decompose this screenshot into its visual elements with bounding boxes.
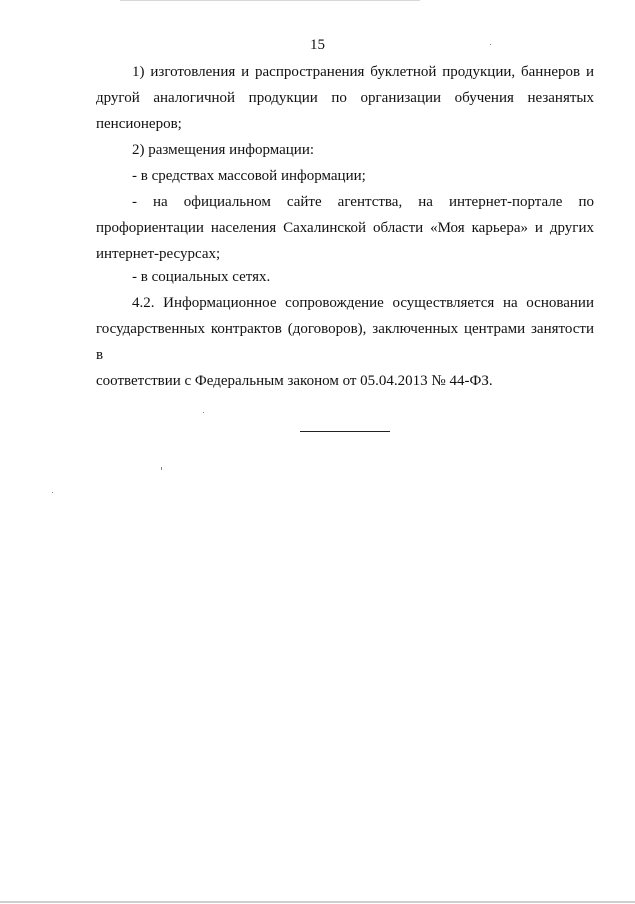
paragraph-line: 4.2. Информационное сопровождение осуществляется на основании [132,295,594,311]
paragraph-line: 1) изготовления и распространения буклетной продукции, баннеров и [132,64,594,80]
paragraph-line: - на официальном сайте агентства, на интернет-портале по [132,194,594,210]
scan-edge-bottom [0,901,635,903]
page-number: 15 [310,37,325,53]
scan-edge-top [120,0,420,1]
scan-speck [203,412,204,413]
list-item-official-site [96,189,594,267]
paragraph-line: государственных контрактов (договоров), заключенных центрами занятости в [96,321,594,363]
paragraph-line: другой аналогичной продукции по организации обучения незанятых [96,90,594,106]
list-item-social-networks: - в социальных сетях. [132,269,271,285]
paragraph-item-2: 2) размещения информации: [132,142,315,158]
paragraph-line: профориентации населения Сахалинской области «Моя карьера» и других [96,220,594,236]
paragraph-line: интернет-ресурсах; [96,246,221,262]
scan-speck [52,492,53,493]
scan-speck [490,44,491,45]
paragraph-line: соответствии с Федеральным законом от 05.04.2013 № 44-ФЗ. [96,373,493,389]
scan-speck [161,467,162,470]
list-item-mass-media: - в средствах массовой информации; [132,168,366,184]
end-separator-line [300,431,390,432]
paragraph-item-1 [96,59,594,137]
paragraph-section-4-2 [96,290,594,394]
paragraph-line: пенсионеров; [96,116,182,132]
